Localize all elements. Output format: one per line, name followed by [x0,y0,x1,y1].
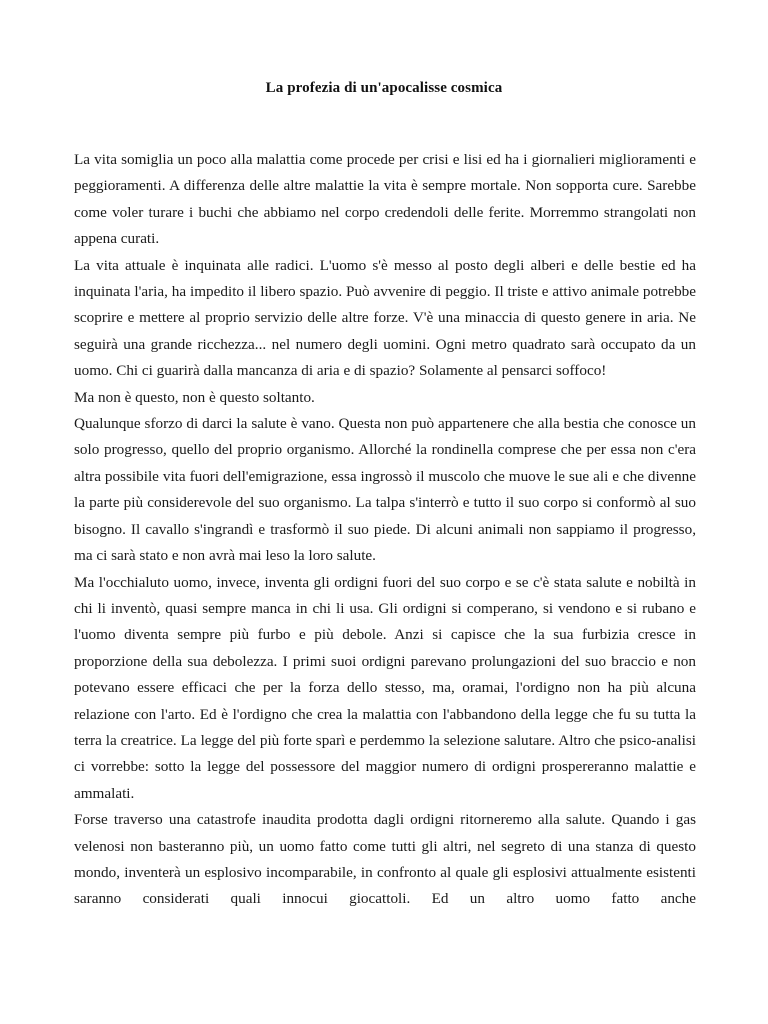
document-title: La profezia di un'apocalisse cosmica [265,80,503,96]
paragraph: Qualunque sforzo di darci la salute è vano. Questa non può appartenere che alla bestia che conosce un solo progresso, quello del proprio organismo. Allorché la rondinella comprese che per essa non c'era altra possibile vita fuori dell'emigrazione, essa ingrossò il muscolo che muove le sue ali e che divenne la parte più considerevole del suo organismo. La talpa s'interrò e tutto il suo corpo si conformò al suo bisogno. Il cavallo s'ingrandì e trasformò il suo piede. Di alcuni animali non sappiamo il progresso, ma ci sarà stato e non avrà mai leso la loro salute. [74,415,696,565]
paragraph: Forse traverso una catastrofe inaudita prodotta dagli ordigni ritorneremo alla salute. Quando i gas velenosi non basteranno più, un uomo fatto come tutti gli altri, nel segreto di una stanza di questo mondo, inventerà un esplosivo incomparabile, in confronto al quale gli esplosivi attualmente esistenti saranno considerati quali innocui giocattoli. Ed un altro uomo fatto anche [74,811,696,908]
paragraph: Ma non è questo, non è questo soltanto. [74,388,315,406]
paragraph: La vita attuale è inquinata alle radici. L'uomo s'è messo al posto degli alberi e delle bestie ed ha inquinata l'aria, ha impedito il libero spazio. Può avvenire di peggio. Il triste e attivo animale potrebbe scoprire e mettere al proprio servizio delle altre forze. V'è una minaccia di questo genere in aria. Ne seguirà una grande ricchezza... nel numero degli uomini. Ogni metro quadrato sarà occupato da un uomo. Chi ci guarirà dalla mancanza di aria e di spazio? Solamente al pensarci soffoco! [74,256,696,380]
paragraph: Ma l'occhialuto uomo, invece, inventa gli ordigni fuori del suo corpo e se c'è stata salute e nobiltà in chi li inventò, quasi sempre manca in chi li usa. Gli ordigni si comperano, si vendono e si rubano e l'uomo diventa sempre più furbo e più debole. Anzi si capisce che la sua furbizia cresce in proporzione della sua debolezza. I primi suoi ordigni parevano prolungazioni del suo braccio e non potevano essere efficaci che per la forza dello stesso, ma, oramai, l'ordigno non ha più alcuna relazione con l'arto. Ed è l'ordigno che crea la malattia con l'abbandono della legge che fu su tutta la terra la creatrice. La legge del più forte sparì e perdemmo la selezione salutare. Altro che psico-analisi ci vorrebbe: sotto la legge del possessore del maggior numero di ordigni prospereranno malattie e ammalati. [74,573,696,802]
paragraph: La vita somiglia un poco alla malattia come procede per crisi e lisi ed ha i giornalieri miglioramenti e peggioramenti. A differenza delle altre malattie la vita è sempre mortale. Non sopporta cure. Sarebbe come voler turare i buchi che abbiamo nel corpo credendoli delle ferite. Morremmo strangolati non appena curati. [74,151,696,248]
document-body [74,147,696,913]
